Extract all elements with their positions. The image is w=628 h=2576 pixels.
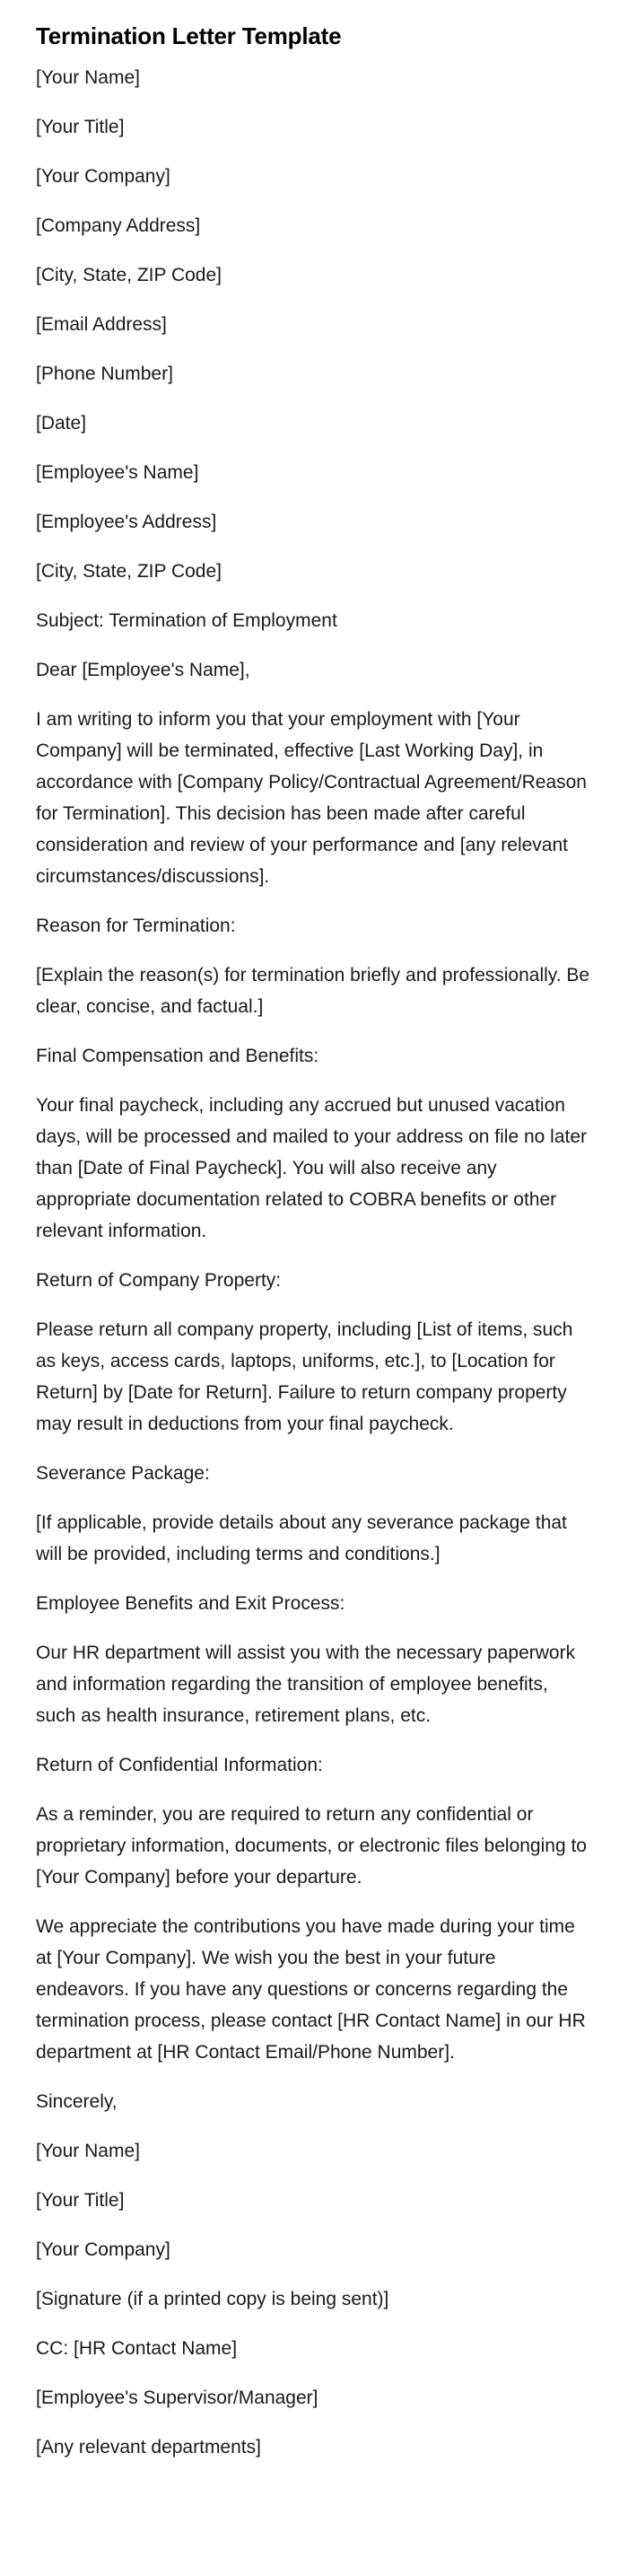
salutation: Dear [Employee's Name], — [36, 660, 250, 680]
sender-company: [Your Company] — [36, 166, 170, 187]
signer-title: [Your Title] — [36, 2190, 125, 2211]
property-paragraph: Please return all company property, including [List of items, such as keys, access cards, laptops, uniforms, etc.], to [Location for Return] by [Date for Return]. Failure to return company property may result in deductions from your final paycheck. — [36, 1319, 573, 1434]
signer-name: [Your Name] — [36, 2141, 140, 2161]
sender-phone: [Phone Number] — [36, 364, 173, 384]
employee-city-state-zip: [City, State, ZIP Code] — [36, 561, 222, 582]
intro-paragraph: I am writing to inform you that your employment with [Your Company] will be terminated, effective [Last Working Day], in accordance with [Company Policy/Contractual Agreement/Reason for Termination]. This decision has been made after careful consideration and review of your performance and [any relevant circumstances/discussions]. — [36, 709, 587, 887]
reason-paragraph: [Explain the reason(s) for termination briefly and professionally. Be clear, concise, and factual.] — [36, 965, 590, 1017]
letter-body — [36, 18, 592, 2481]
employee-name: [Employee's Name] — [36, 462, 199, 483]
sign-off: Sincerely, — [36, 2091, 118, 2112]
sender-name: [Your Name] — [36, 67, 140, 88]
employee-address: [Employee's Address] — [36, 512, 217, 532]
subject-line: Subject: Termination of Employment — [36, 610, 337, 631]
closing-paragraph: We appreciate the contributions you have made during your time at [Your Company]. We wish you the best in your future endeavors. If you have any questions or concerns regarding the termination process, please contact [HR Contact Name] in our HR department at [HR Contact Email/Phone Number]. — [36, 1916, 586, 2063]
section-heading-property: Return of Company Property: — [36, 1270, 282, 1291]
cc-line: CC: [HR Contact Name] — [36, 2338, 238, 2359]
section-heading-confidential: Return of Confidential Information: — [36, 1755, 323, 1775]
severance-paragraph: [If applicable, provide details about any severance package that will be provided, including terms and conditions.] — [36, 1512, 567, 1564]
cc-departments: [Any relevant departments] — [36, 2437, 261, 2458]
document-title: Termination Letter Template — [36, 22, 342, 49]
signature-line: [Signature (if a printed copy is being sent)] — [36, 2289, 389, 2309]
cc-supervisor: [Employee's Supervisor/Manager] — [36, 2388, 318, 2408]
sender-title: [Your Title] — [36, 117, 125, 137]
compensation-paragraph: Your final paycheck, including any accrued but unused vacation days, will be processed and mailed to your address on file no later than [Date of Final Paycheck]. You will also receive any appropriate documentation related to COBRA benefits or other relevant information. — [36, 1095, 588, 1241]
benefits-paragraph: Our HR department will assist you with the necessary paperwork and information regarding the transition of employee benefits, such as health insurance, retirement plans, etc. — [36, 1643, 576, 1726]
section-heading-severance: Severance Package: — [36, 1463, 210, 1484]
section-heading-reason: Reason for Termination: — [36, 916, 236, 936]
sender-city-state-zip: [City, State, ZIP Code] — [36, 265, 222, 285]
confidential-paragraph: As a reminder, you are required to return any confidential or proprietary information, documents, or electronic files belonging to [Your Company] before your departure. — [36, 1804, 587, 1888]
sender-email: [Email Address] — [36, 314, 167, 335]
sender-address: [Company Address] — [36, 215, 201, 236]
signer-company: [Your Company] — [36, 2239, 170, 2260]
letter-date: [Date] — [36, 413, 87, 434]
section-heading-compensation: Final Compensation and Benefits: — [36, 1046, 319, 1066]
section-heading-benefits: Employee Benefits and Exit Process: — [36, 1593, 345, 1614]
